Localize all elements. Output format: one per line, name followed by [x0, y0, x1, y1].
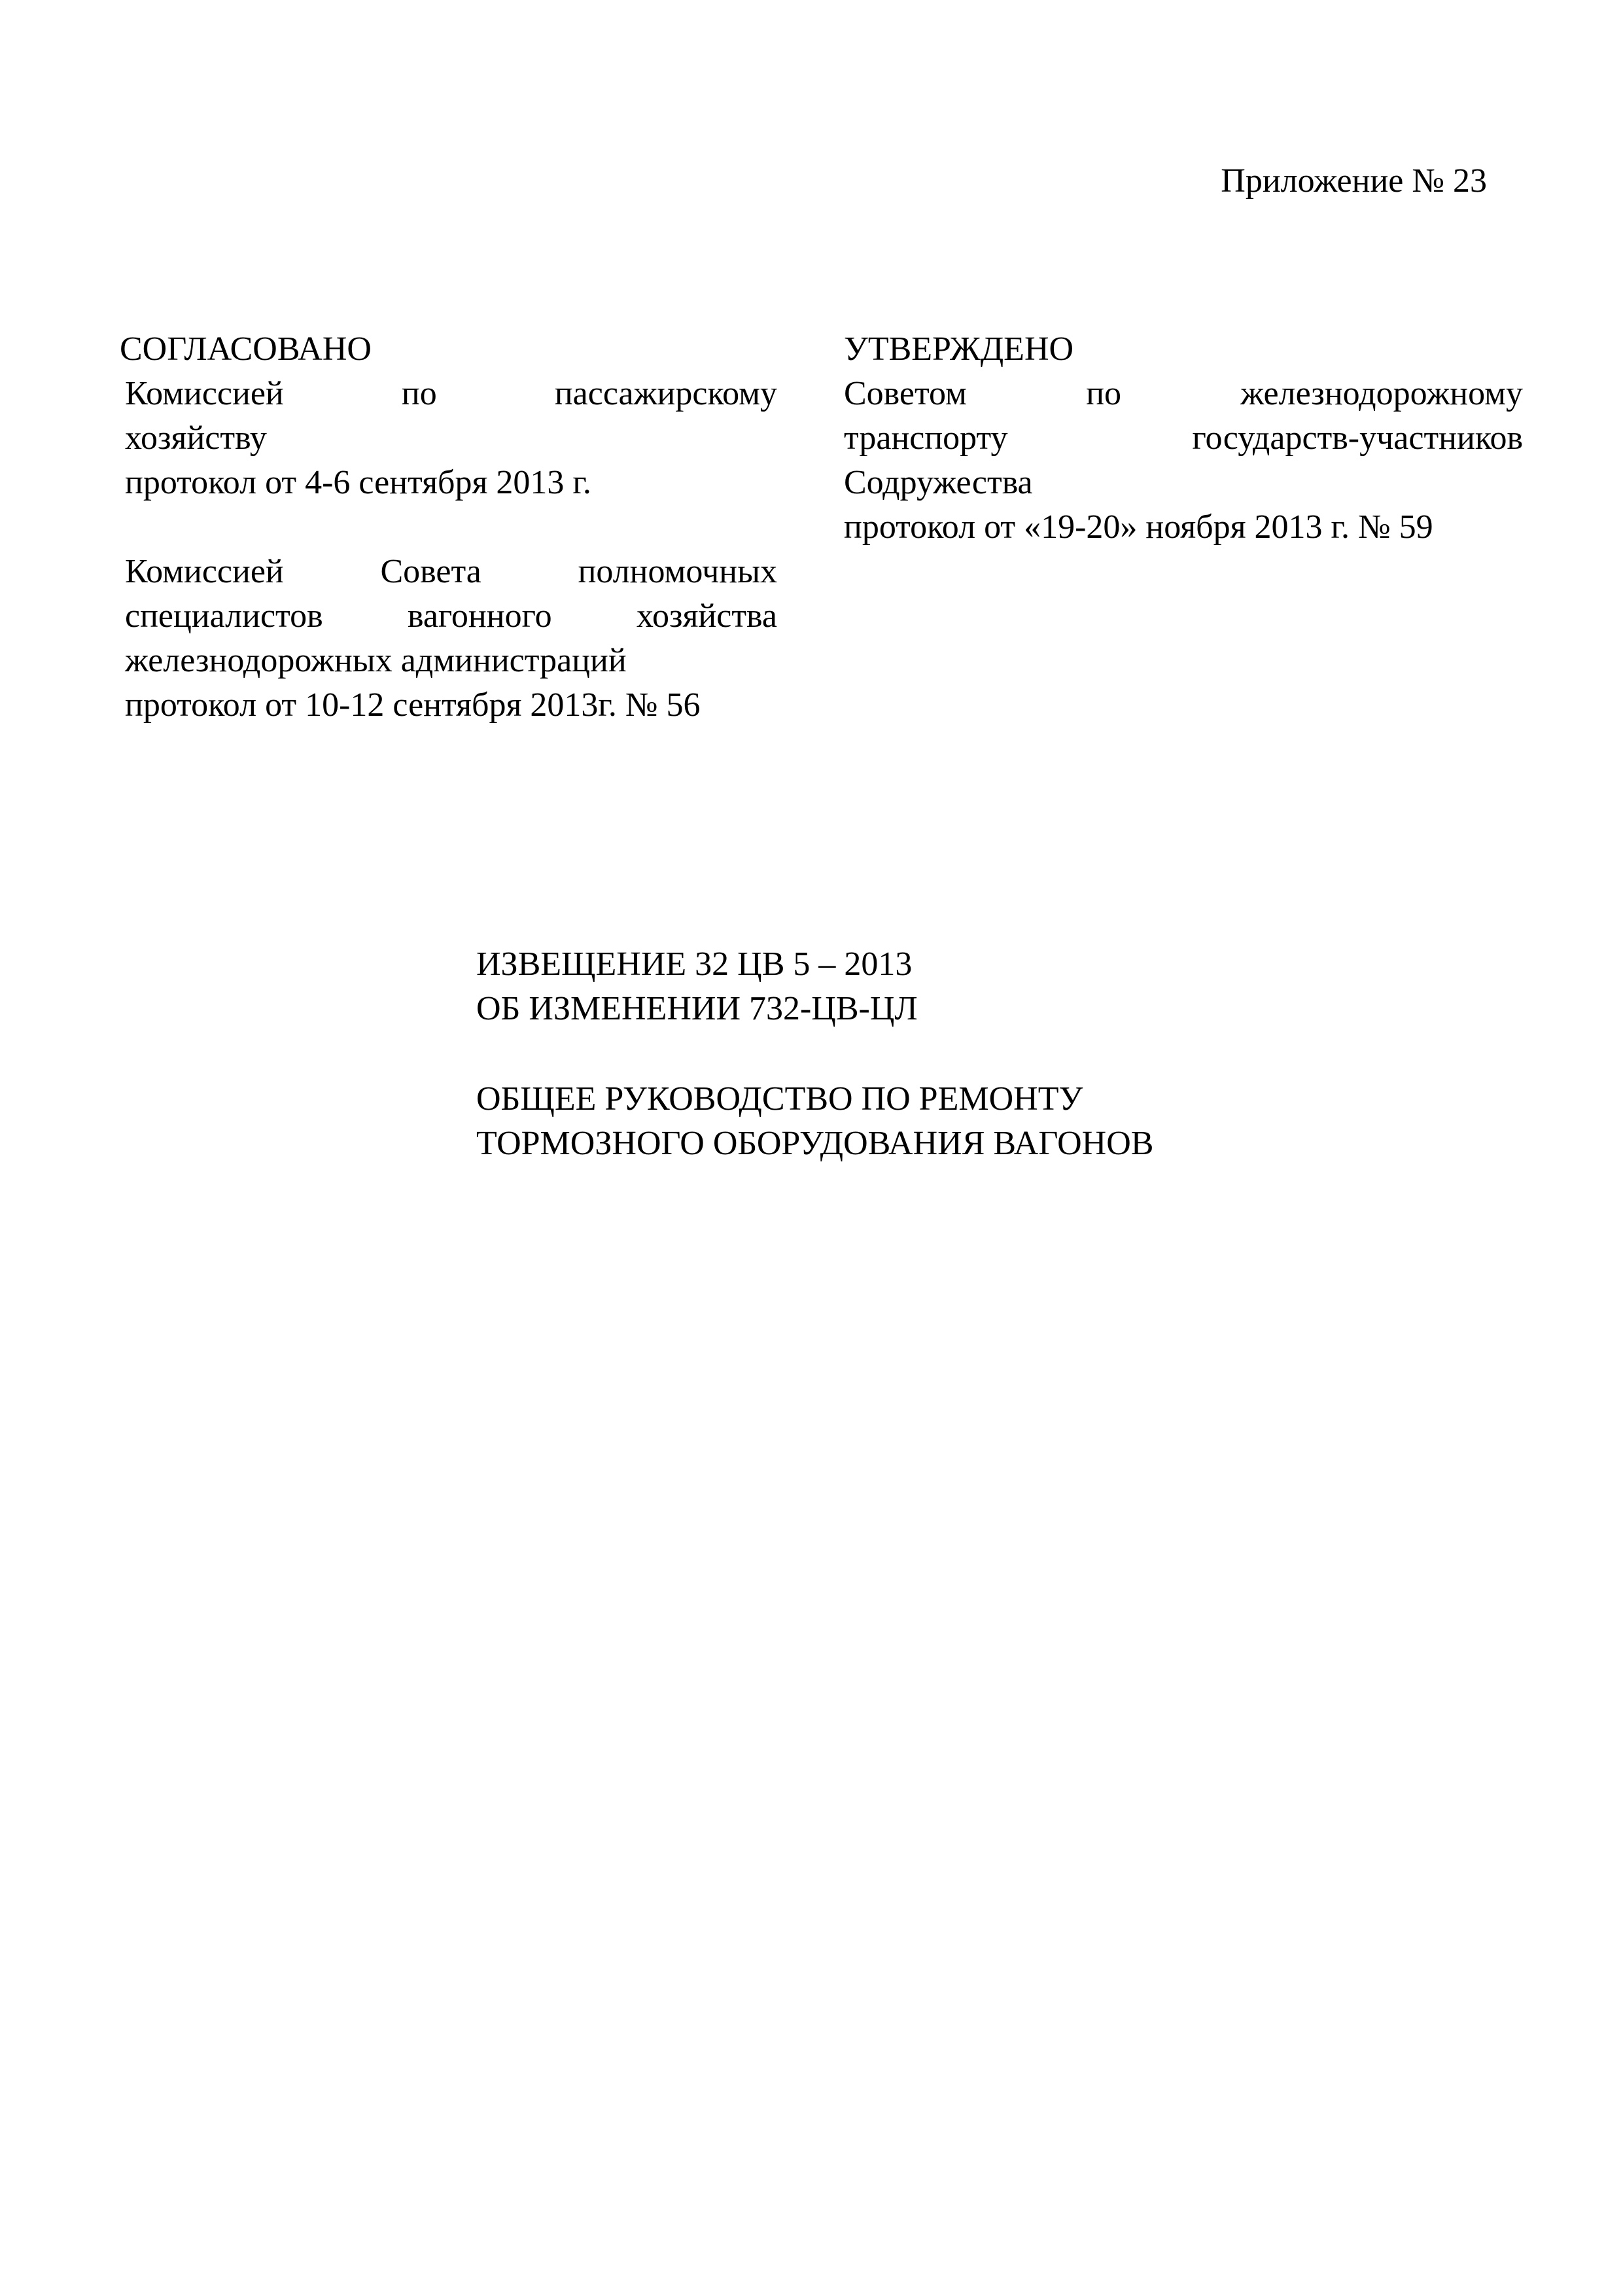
approved-line2: транспорту государств-участников	[844, 419, 1523, 457]
document-title-line1: ОБЩЕЕ РУКОВОДСТВО ПО РЕМОНТУ	[476, 1080, 1083, 1118]
agreed-block1-line1: Комиссией по пассажирскому	[125, 375, 777, 412]
approved-line3: Содружества	[844, 464, 1033, 501]
agreed-block2-line4: протокол от 10-12 сентября 2013г. № 56	[125, 686, 701, 724]
annex-number: Приложение № 23	[1221, 162, 1487, 200]
approved-line4: протокол от «19-20» ноября 2013 г. № 59	[844, 508, 1433, 546]
agreed-block	[120, 327, 777, 728]
approved-title: УТВЕРЖДЕНО	[844, 330, 1074, 368]
agreed-block2-line3: железнодорожных администраций	[125, 642, 627, 679]
agreed-block2-line1: Комиссией Совета полномочных	[125, 553, 777, 590]
spacer	[125, 505, 777, 550]
agreed-block2-line2: специалистов вагонного хозяйства	[125, 597, 777, 635]
spacer	[476, 1031, 1392, 1077]
agreed-block1-line3: протокол от 4-6 сентября 2013 г.	[125, 464, 591, 501]
agreed-block1-line2: хозяйству	[125, 419, 267, 457]
approved-block	[844, 327, 1523, 550]
notice-number: ИЗВЕЩЕНИЕ 32 ЦВ 5 – 2013	[476, 945, 913, 983]
notice-change: ОБ ИЗМЕНЕНИИ 732-ЦВ-ЦЛ	[476, 990, 918, 1027]
approved-line1: Советом по железнодорожному	[844, 375, 1523, 412]
agreed-passenger-commission	[120, 372, 777, 728]
agreed-title: СОГЛАСОВАНО	[120, 330, 372, 368]
notice-heading	[476, 942, 1392, 1166]
document-title-line2: ТОРМОЗНОГО ОБОРУДОВАНИЯ ВАГОНОВ	[476, 1125, 1154, 1162]
